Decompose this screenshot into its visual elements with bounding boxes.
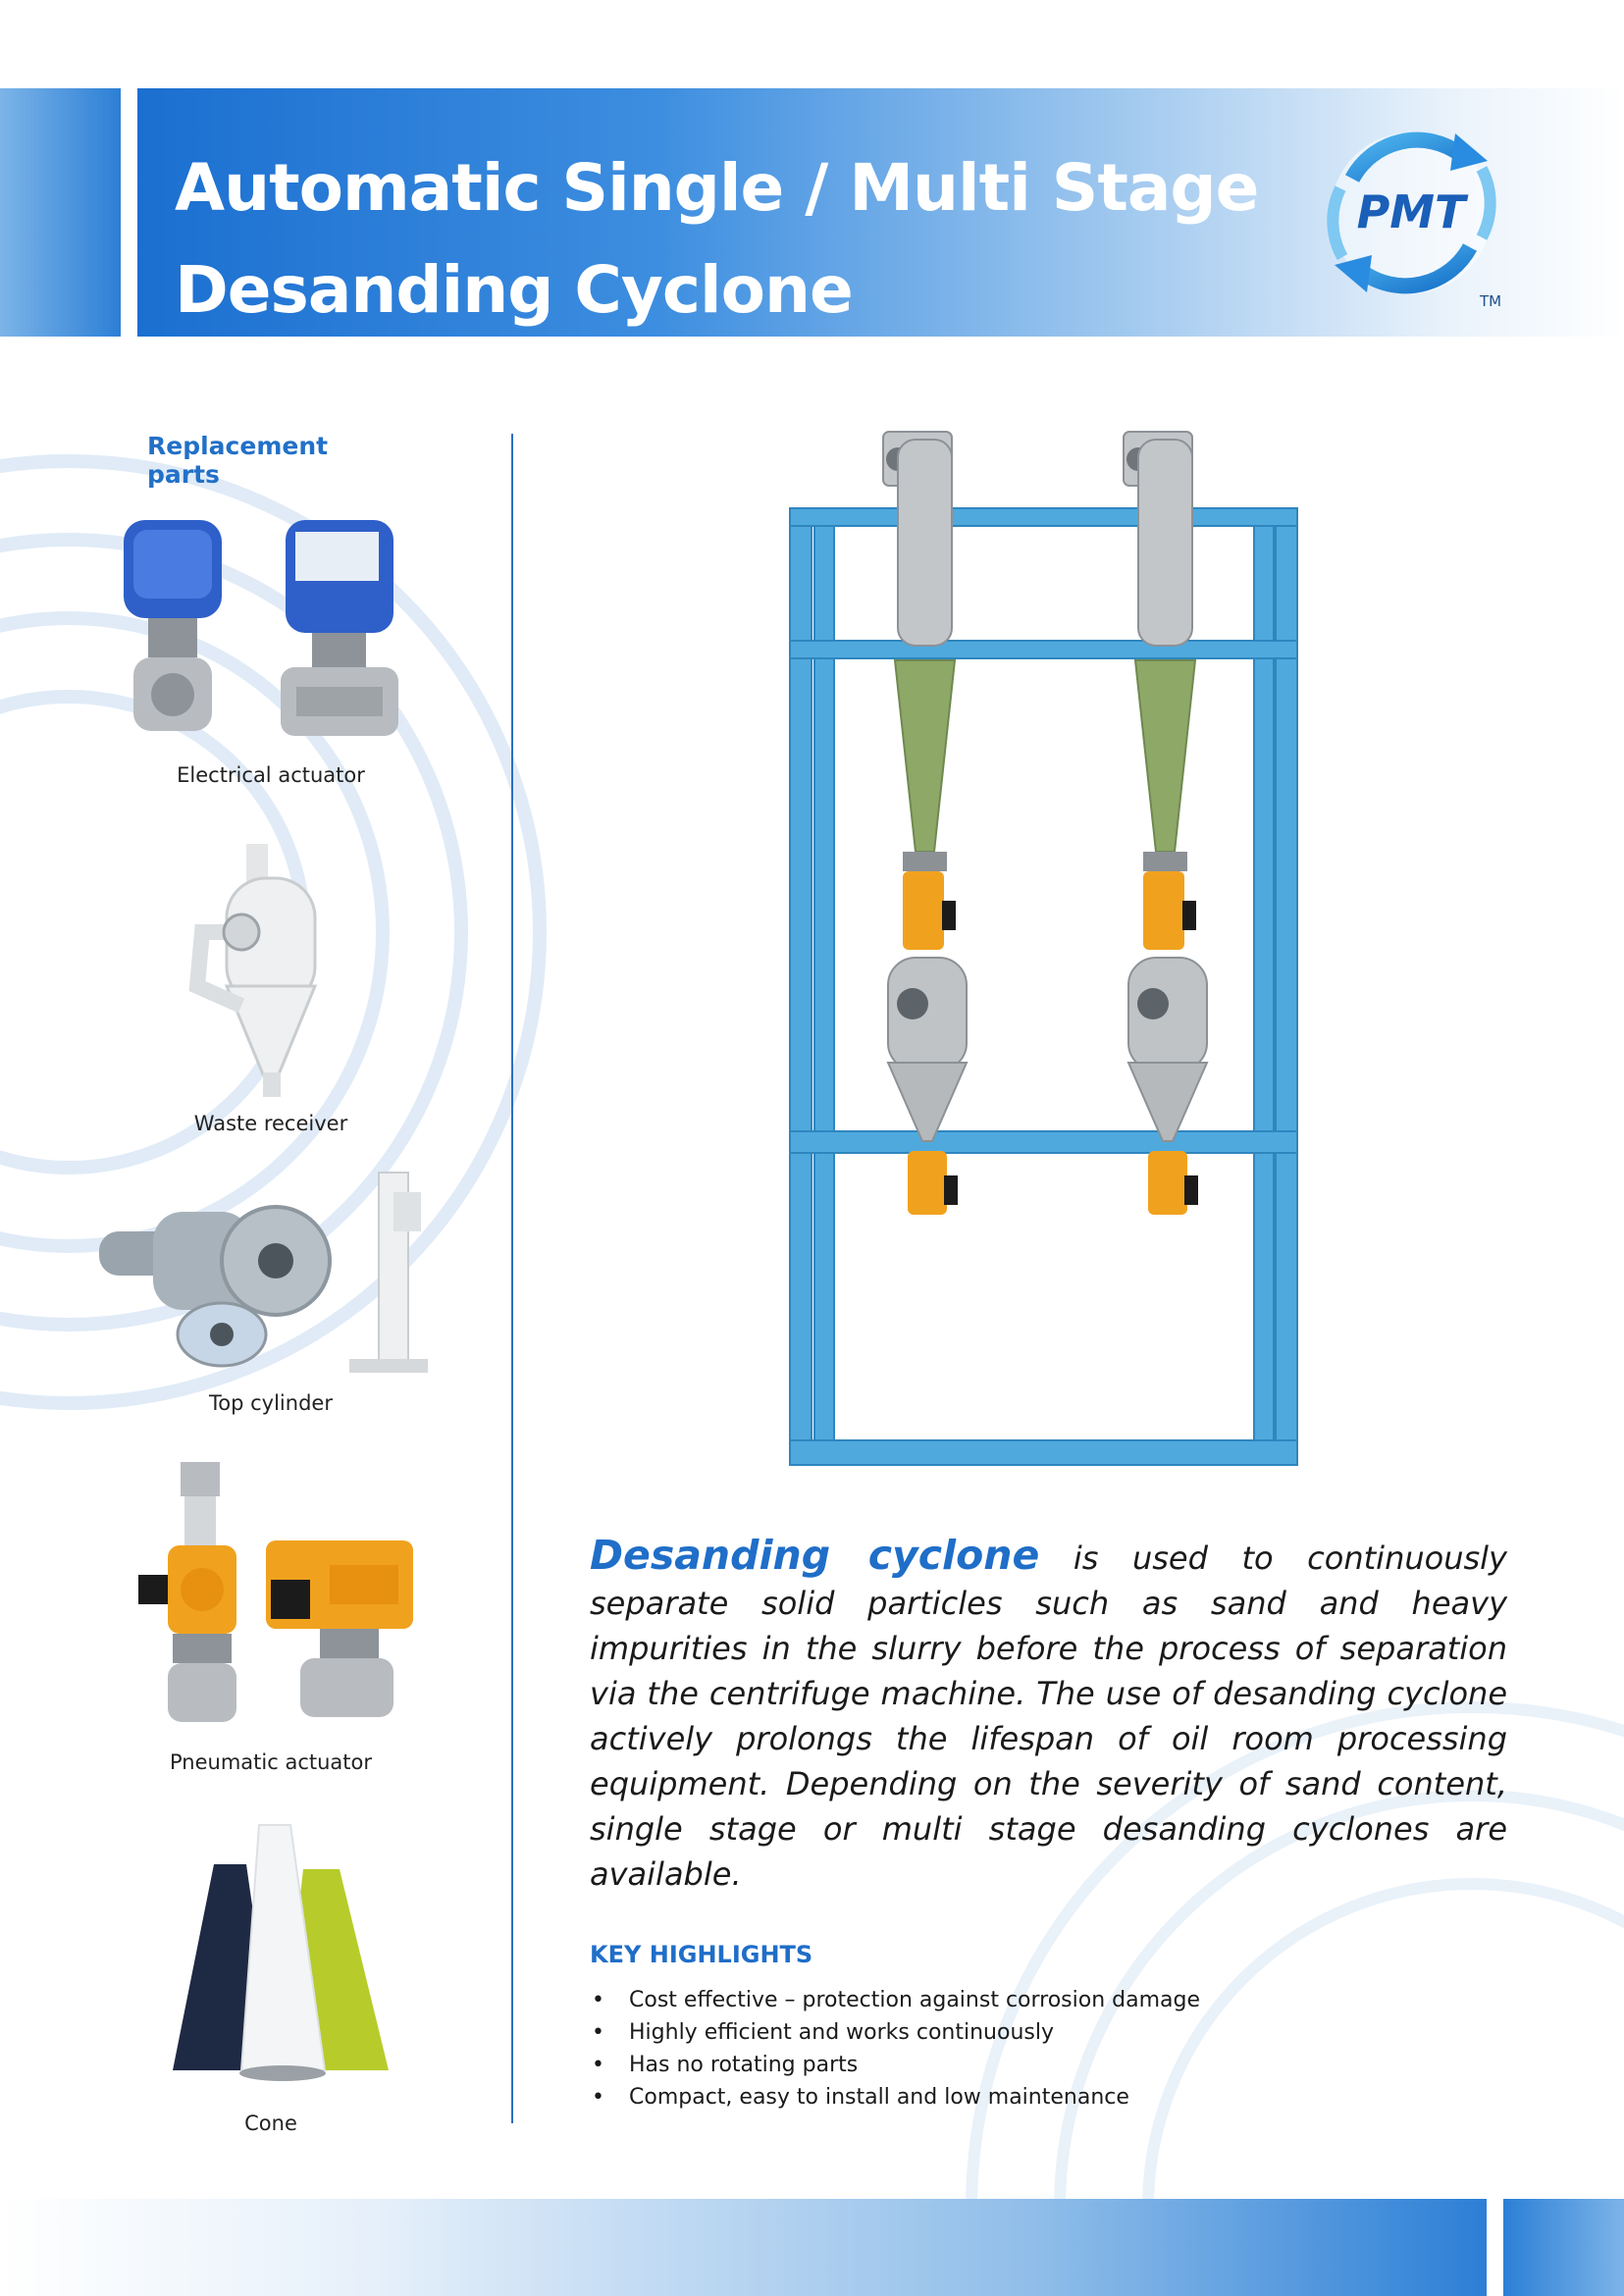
description-body: is used to continuously separate solid particles such as sand and heavy impurities in the slurry before the process of separation via the centrifuge machine. The use of desanding cyclone actively prolongs the lifespan of oil room processing equipment. Depending on the severity of sand content, single stage or multi stage desanding cyclones are available.	[590, 1539, 1507, 1893]
footer-right-block	[1503, 2199, 1624, 2296]
caption-top-cylinder: Top cylinder	[209, 1391, 333, 1415]
key-highlights-list	[590, 1984, 1473, 2113]
title-line-1: Automatic Single / Multi Stage	[175, 150, 1259, 226]
caption-cone: Cone	[244, 2112, 297, 2135]
list-item: • Cost effective – protection against corrosion damage	[590, 1984, 1473, 2016]
key-highlights-title: KEY HIGHLIGHTS	[590, 1941, 813, 1968]
electrical-actuator-image	[94, 510, 447, 756]
circular-arrows-icon	[1313, 110, 1509, 316]
vertical-divider	[511, 434, 513, 2123]
description-lead: Desanding cyclone	[590, 1532, 1040, 1579]
title-line-2: Desanding Cyclone	[175, 252, 853, 328]
top-cylinder-image	[94, 1168, 447, 1383]
pneumatic-actuator-image	[94, 1452, 447, 1737]
list-item: • Highly efficient and works continuously	[590, 2016, 1473, 2049]
list-item: • Compact, easy to install and low maintenance	[590, 2081, 1473, 2113]
page-title	[175, 137, 1258, 341]
list-item: • Has no rotating parts	[590, 2049, 1473, 2081]
sidebar-heading: Replacement parts	[147, 432, 329, 489]
cone-image	[94, 1820, 447, 2085]
logo-text: PMT	[1356, 185, 1466, 238]
header-left-block	[0, 88, 121, 337]
caption-pneumatic-actuator: Pneumatic actuator	[170, 1750, 372, 1774]
caption-waste-receiver: Waste receiver	[193, 1112, 348, 1135]
trademark: TM	[1480, 292, 1502, 310]
waste-receiver-image	[94, 839, 447, 1104]
caption-electrical-actuator: Electrical actuator	[177, 763, 365, 787]
footer-bar	[0, 2199, 1487, 2296]
desanding-cyclone-photo	[785, 420, 1305, 1470]
product-description	[590, 1533, 1507, 1897]
